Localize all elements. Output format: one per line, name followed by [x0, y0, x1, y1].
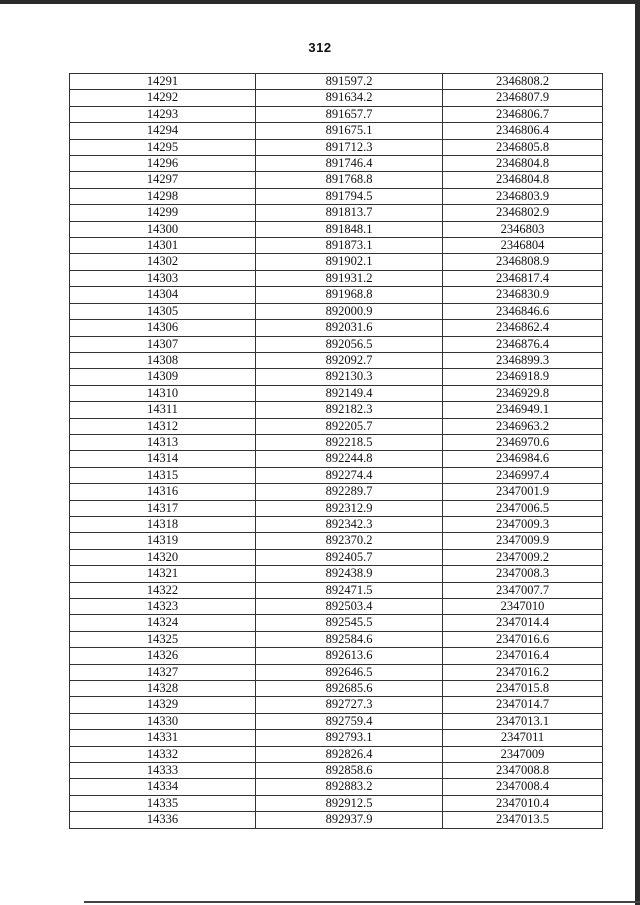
- point-number-cell: 14336: [70, 812, 256, 828]
- y-coordinate-cell: 2346970.6: [443, 434, 603, 450]
- table-row: [70, 172, 603, 188]
- y-coordinate-cell: 2346808.2: [443, 74, 603, 90]
- y-coordinate-cell: 2346803.9: [443, 188, 603, 204]
- y-coordinate-cell: 2347010: [443, 599, 603, 615]
- y-coordinate-cell: 2346803: [443, 221, 603, 237]
- y-coordinate-cell: 2347008.3: [443, 566, 603, 582]
- x-coordinate-cell: 892370.2: [256, 533, 443, 549]
- table-row: [70, 500, 603, 516]
- table-row: [70, 287, 603, 303]
- x-coordinate-cell: 892937.9: [256, 812, 443, 828]
- point-number-cell: 14325: [70, 631, 256, 647]
- x-coordinate-cell: 892471.5: [256, 582, 443, 598]
- table-row: [70, 139, 603, 155]
- point-number-cell: 14333: [70, 763, 256, 779]
- point-number-cell: 14300: [70, 221, 256, 237]
- table-row: [70, 664, 603, 680]
- x-coordinate-cell: 892092.7: [256, 352, 443, 368]
- x-coordinate-cell: 892405.7: [256, 549, 443, 565]
- y-coordinate-cell: 2346804.8: [443, 156, 603, 172]
- x-coordinate-cell: 891873.1: [256, 238, 443, 254]
- table-row: [70, 451, 603, 467]
- point-number-cell: 14314: [70, 451, 256, 467]
- x-coordinate-cell: 891848.1: [256, 221, 443, 237]
- y-coordinate-cell: 2347001.9: [443, 484, 603, 500]
- page-number: 312: [308, 40, 332, 55]
- y-coordinate-cell: 2346862.4: [443, 320, 603, 336]
- table-row: [70, 582, 603, 598]
- y-coordinate-cell: 2346807.9: [443, 90, 603, 106]
- table-row: [70, 484, 603, 500]
- x-coordinate-cell: 891746.4: [256, 156, 443, 172]
- table-row: [70, 188, 603, 204]
- y-coordinate-cell: 2347016.2: [443, 664, 603, 680]
- y-coordinate-cell: 2347008.8: [443, 763, 603, 779]
- x-coordinate-cell: 892613.6: [256, 648, 443, 664]
- table-row: [70, 763, 603, 779]
- table-row: [70, 795, 603, 811]
- point-number-cell: 14334: [70, 779, 256, 795]
- point-number-cell: 14291: [70, 74, 256, 90]
- x-coordinate-cell: 892584.6: [256, 631, 443, 647]
- table-row: [70, 238, 603, 254]
- table-row: [70, 467, 603, 483]
- table-row: [70, 549, 603, 565]
- point-number-cell: 14308: [70, 352, 256, 368]
- table-row: [70, 599, 603, 615]
- x-coordinate-cell: 891597.2: [256, 74, 443, 90]
- x-coordinate-cell: 892182.3: [256, 402, 443, 418]
- y-coordinate-cell: 2346846.6: [443, 303, 603, 319]
- table-row: [70, 746, 603, 762]
- point-number-cell: 14309: [70, 369, 256, 385]
- y-coordinate-cell: 2347009.3: [443, 516, 603, 532]
- table-row: [70, 681, 603, 697]
- x-coordinate-cell: 892205.7: [256, 418, 443, 434]
- scan-border-top: [0, 0, 640, 4]
- table-row: [70, 254, 603, 270]
- point-number-cell: 14305: [70, 303, 256, 319]
- point-number-cell: 14330: [70, 713, 256, 729]
- point-number-cell: 14327: [70, 664, 256, 680]
- y-coordinate-cell: 2347015.8: [443, 681, 603, 697]
- x-coordinate-cell: 891931.2: [256, 270, 443, 286]
- table-row: [70, 812, 603, 828]
- y-coordinate-cell: 2346805.8: [443, 139, 603, 155]
- point-number-cell: 14298: [70, 188, 256, 204]
- table-row: [70, 156, 603, 172]
- y-coordinate-cell: 2347009.2: [443, 549, 603, 565]
- x-coordinate-cell: 892912.5: [256, 795, 443, 811]
- x-coordinate-cell: 892858.6: [256, 763, 443, 779]
- x-coordinate-cell: 891813.7: [256, 205, 443, 221]
- x-coordinate-cell: 891902.1: [256, 254, 443, 270]
- table-row: [70, 369, 603, 385]
- table-row: [70, 74, 603, 90]
- point-number-cell: 14322: [70, 582, 256, 598]
- table-row: [70, 303, 603, 319]
- x-coordinate-cell: 892312.9: [256, 500, 443, 516]
- point-number-cell: 14326: [70, 648, 256, 664]
- point-number-cell: 14294: [70, 123, 256, 139]
- y-coordinate-cell: 2347009: [443, 746, 603, 762]
- x-coordinate-cell: 891794.5: [256, 188, 443, 204]
- y-coordinate-cell: 2346806.4: [443, 123, 603, 139]
- y-coordinate-cell: 2346830.9: [443, 287, 603, 303]
- x-coordinate-cell: 892883.2: [256, 779, 443, 795]
- y-coordinate-cell: 2346804: [443, 238, 603, 254]
- y-coordinate-cell: 2346804.8: [443, 172, 603, 188]
- table-row: [70, 713, 603, 729]
- x-coordinate-cell: 892793.1: [256, 730, 443, 746]
- y-coordinate-cell: 2347014.4: [443, 615, 603, 631]
- table-row: [70, 730, 603, 746]
- table-row: [70, 566, 603, 582]
- table-row: [70, 615, 603, 631]
- table-row: [70, 533, 603, 549]
- y-coordinate-cell: 2346918.9: [443, 369, 603, 385]
- point-number-cell: 14321: [70, 566, 256, 582]
- scan-border-right: [635, 0, 640, 905]
- table-row: [70, 385, 603, 401]
- y-coordinate-cell: 2347010.4: [443, 795, 603, 811]
- y-coordinate-cell: 2347011: [443, 730, 603, 746]
- x-coordinate-cell: 892646.5: [256, 664, 443, 680]
- y-coordinate-cell: 2347014.7: [443, 697, 603, 713]
- point-number-cell: 14302: [70, 254, 256, 270]
- table-row: [70, 648, 603, 664]
- y-coordinate-cell: 2347008.4: [443, 779, 603, 795]
- table-row: [70, 631, 603, 647]
- x-coordinate-cell: 892438.9: [256, 566, 443, 582]
- y-coordinate-cell: 2347016.6: [443, 631, 603, 647]
- point-number-cell: 14310: [70, 385, 256, 401]
- y-coordinate-cell: 2346984.6: [443, 451, 603, 467]
- y-coordinate-cell: 2347006.5: [443, 500, 603, 516]
- table-row: [70, 697, 603, 713]
- table-row: [70, 320, 603, 336]
- point-number-cell: 14316: [70, 484, 256, 500]
- y-coordinate-cell: 2347013.5: [443, 812, 603, 828]
- point-number-cell: 14301: [70, 238, 256, 254]
- x-coordinate-cell: 892000.9: [256, 303, 443, 319]
- x-coordinate-cell: 892503.4: [256, 599, 443, 615]
- point-number-cell: 14311: [70, 402, 256, 418]
- table-row: [70, 123, 603, 139]
- y-coordinate-cell: 2346808.9: [443, 254, 603, 270]
- x-coordinate-cell: 892289.7: [256, 484, 443, 500]
- point-number-cell: 14295: [70, 139, 256, 155]
- x-coordinate-cell: 891657.7: [256, 106, 443, 122]
- point-number-cell: 14318: [70, 516, 256, 532]
- point-number-cell: 14335: [70, 795, 256, 811]
- x-coordinate-cell: 892685.6: [256, 681, 443, 697]
- x-coordinate-cell: 891675.1: [256, 123, 443, 139]
- table-row: [70, 779, 603, 795]
- point-number-cell: 14292: [70, 90, 256, 106]
- x-coordinate-cell: 892130.3: [256, 369, 443, 385]
- point-number-cell: 14329: [70, 697, 256, 713]
- x-coordinate-cell: 891768.8: [256, 172, 443, 188]
- point-number-cell: 14313: [70, 434, 256, 450]
- table-row: [70, 205, 603, 221]
- point-number-cell: 14317: [70, 500, 256, 516]
- table-row: [70, 516, 603, 532]
- coordinate-table-body: [70, 74, 603, 829]
- x-coordinate-cell: 892218.5: [256, 434, 443, 450]
- x-coordinate-cell: 892545.5: [256, 615, 443, 631]
- x-coordinate-cell: 892274.4: [256, 467, 443, 483]
- x-coordinate-cell: 892031.6: [256, 320, 443, 336]
- y-coordinate-cell: 2346876.4: [443, 336, 603, 352]
- table-row: [70, 434, 603, 450]
- y-coordinate-cell: 2346997.4: [443, 467, 603, 483]
- y-coordinate-cell: 2346802.9: [443, 205, 603, 221]
- point-number-cell: 14307: [70, 336, 256, 352]
- point-number-cell: 14323: [70, 599, 256, 615]
- y-coordinate-cell: 2347009.9: [443, 533, 603, 549]
- y-coordinate-cell: 2346949.1: [443, 402, 603, 418]
- x-coordinate-cell: 892759.4: [256, 713, 443, 729]
- x-coordinate-cell: 892826.4: [256, 746, 443, 762]
- x-coordinate-cell: 892056.5: [256, 336, 443, 352]
- x-coordinate-cell: 892727.3: [256, 697, 443, 713]
- table-row: [70, 336, 603, 352]
- y-coordinate-cell: 2347016.4: [443, 648, 603, 664]
- point-number-cell: 14319: [70, 533, 256, 549]
- x-coordinate-cell: 892244.8: [256, 451, 443, 467]
- point-number-cell: 14332: [70, 746, 256, 762]
- point-number-cell: 14297: [70, 172, 256, 188]
- y-coordinate-cell: 2346929.8: [443, 385, 603, 401]
- point-number-cell: 14320: [70, 549, 256, 565]
- point-number-cell: 14312: [70, 418, 256, 434]
- table-row: [70, 106, 603, 122]
- y-coordinate-cell: 2346963.2: [443, 418, 603, 434]
- table-row: [70, 270, 603, 286]
- point-number-cell: 14304: [70, 287, 256, 303]
- x-coordinate-cell: 892149.4: [256, 385, 443, 401]
- point-number-cell: 14303: [70, 270, 256, 286]
- point-number-cell: 14324: [70, 615, 256, 631]
- point-number-cell: 14296: [70, 156, 256, 172]
- point-number-cell: 14331: [70, 730, 256, 746]
- x-coordinate-cell: 891968.8: [256, 287, 443, 303]
- x-coordinate-cell: 891712.3: [256, 139, 443, 155]
- y-coordinate-cell: 2346817.4: [443, 270, 603, 286]
- point-number-cell: 14306: [70, 320, 256, 336]
- y-coordinate-cell: 2346806.7: [443, 106, 603, 122]
- table-row: [70, 221, 603, 237]
- table-row: [70, 418, 603, 434]
- point-number-cell: 14299: [70, 205, 256, 221]
- y-coordinate-cell: 2346899.3: [443, 352, 603, 368]
- point-number-cell: 14293: [70, 106, 256, 122]
- scan-border-bottom: [84, 901, 640, 903]
- x-coordinate-cell: 891634.2: [256, 90, 443, 106]
- table-row: [70, 402, 603, 418]
- table-row: [70, 352, 603, 368]
- x-coordinate-cell: 892342.3: [256, 516, 443, 532]
- point-number-cell: 14328: [70, 681, 256, 697]
- coordinate-table: [69, 73, 603, 829]
- table-row: [70, 90, 603, 106]
- y-coordinate-cell: 2347007.7: [443, 582, 603, 598]
- point-number-cell: 14315: [70, 467, 256, 483]
- y-coordinate-cell: 2347013.1: [443, 713, 603, 729]
